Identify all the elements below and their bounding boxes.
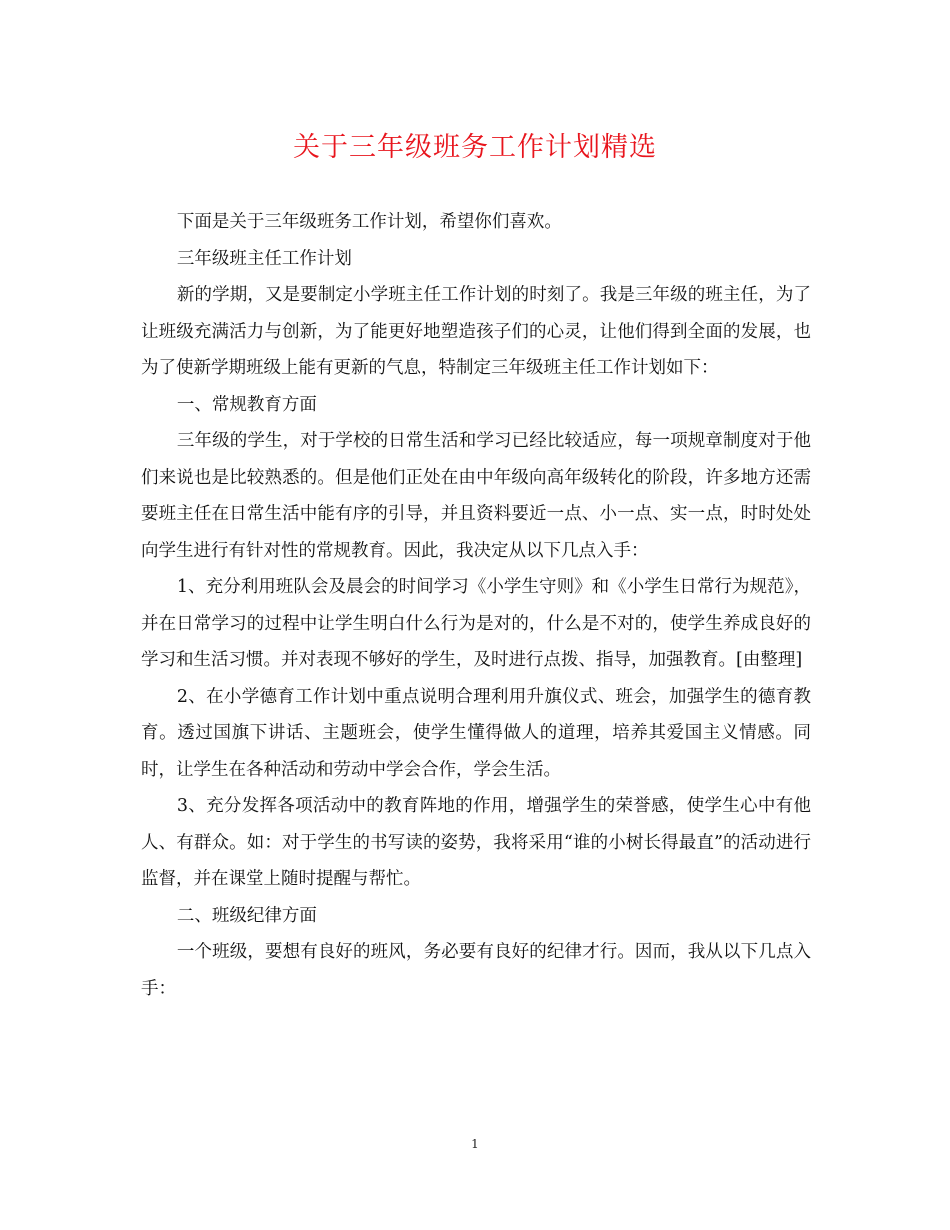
body-paragraph: 新的学期，又是要制定小学班主任工作计划的时刻了。我是三年级的班主任，为了让班级充满活力与创新，为了能更好地塑造孩子们的心灵，让他们得到全面的发展，也为了使新学期班级上能有更新的气息，特制定三年级班主任工作计划如下： <box>141 285 811 378</box>
section-heading: 一、常规教育方面 <box>176 394 317 415</box>
intro-paragraph: 下面是关于三年级班务工作计划，希望你们喜欢。 <box>176 212 562 232</box>
body-paragraph: 三年级的学生，对于学校的日常生活和学习已经比较适应，每一项规章制度对于他们来说也是比较熟悉的。但是他们正处在由中年级向高年级转化的阶段，许多地方还需要班主任在日常生活中能有序的引导，并且资料要近一点、小一点、实一点，时时处处向学生进行有针对性的常规教育。因此，我决定从以下几点入手： <box>141 431 811 561</box>
body-paragraph: 一个班级，要想有良好的班风，务必要有良好的纪律才行。因而，我从以下几点入手： <box>141 942 811 999</box>
list-item-paragraph: 3、充分发挥各项活动中的教育阵地的作用，增强学生的荣誉感，使学生心中有他人、有群众。如：对于学生的书写读的姿势，我将采用“谁的小树长得最直”的活动进行监督，并在课堂上随时提醒与帮忙。 <box>141 796 811 889</box>
document-body <box>141 204 811 1007</box>
document-title: 关于三年级班务工作计划精选 <box>293 132 657 163</box>
section-heading: 三年级班主任工作计划 <box>176 248 352 269</box>
list-item-paragraph: 1、充分利用班队会及晨会的时间学习《小学生守则》和《小学生日常行为规范》，并在日常学习的过程中让学生明白什么行为是对的，什么是不对的，使学生养成良好的学习和生活习惯。并对表现不够好的学生，及时进行点拨、指导，加强教育。[由整理] <box>141 577 811 670</box>
page-number: 1 <box>471 1137 479 1151</box>
list-item-paragraph: 2、在小学德育工作计划中重点说明合理利用升旗仪式、班会，加强学生的德育教育。透过国旗下讲话、主题班会，使学生懂得做人的道理，培养其爱国主义情感。同时，让学生在各种活动和劳动中学会合作，学会生活。 <box>141 686 811 780</box>
section-heading: 二、班级纪律方面 <box>176 905 317 926</box>
